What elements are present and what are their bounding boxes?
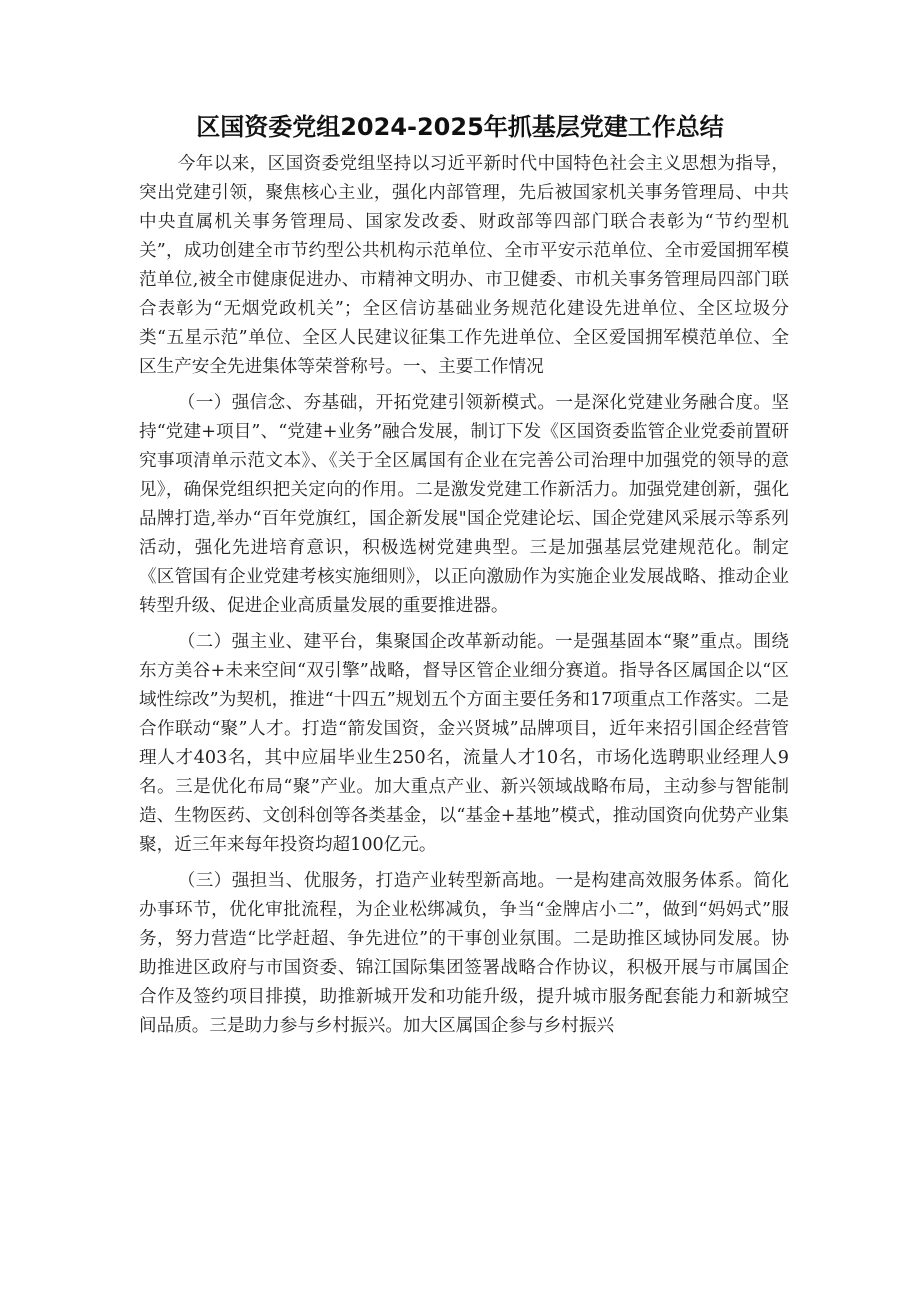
- paragraph-section-3: （三）强担当、优服务，打造产业转型新高地。一是构建高效服务体系。简化办事环节，优化审批流程，为企业松绑减负，争当“金牌店小二”，做到“妈妈式”服务，努力营造“比学赶超、争先进位”的干事创业氛围。二是助推区域协同发展。协助推进区政府与市国资委、锦江国际集团签署战略合作协议，积极开展与市属国企合作及签约项目排摸，助推新城开发和功能升级，提升城市服务配套能力和新城空间品质。三是助力参与乡村振兴。加大区属国企参与乡村振兴: [139, 871, 789, 1036]
- document-body: [139, 150, 789, 1041]
- paragraph-section-1: （一）强信念、夯基础，开拓党建引领新模式。一是深化党建业务融合度。坚持“党建+项目”、“党建+业务”融合发展，制订下发《区国资委监管企业党委前置研究事项清单示范文本》、《关于全区属国有企业在完善公司治理中加强党的领导的意见》，确保党组织把关定向的作用。二是激发党建工作新活力。加强党建创新，强化品牌打造,举办“百年党旗红，国企新发展"国企党建论坛、国企党建风采展示等系列活动，强化先进培育意识，积极选树党建典型。三是加强基层党建规范化。制定《区管国有企业党建考核实施细则》，以正向激励作为实施企业发展战略、推动企业转型升级、促进企业高质量发展的重要推进器。: [139, 393, 789, 616]
- paragraph-section-2: （二）强主业、建平台，集聚国企改革新动能。一是强基固本“聚”重点。围绕东方美谷+未来空间“双引擎”战略，督导区管企业细分赛道。指导各区属国企以“区域性综改”为契机，推进“十四五”规划五个方面主要任务和17项重点工作落实。二是合作联动“聚”人才。打造“箭发国资，金兴贤城”品牌项目，近年来招引国企经营管理人才403名，其中应届毕业生250名，流量人才10名，市场化选聘职业经理人9名。三是优化布局“聚”产业。加大重点产业、新兴领域战略布局，主动参与智能制造、生物医药、文创科创等各类基金，以“基金+基地”模式，推动国资向优势产业集聚，近三年来每年投资均超100亿元。: [139, 632, 789, 855]
- document-title: 区国资委党组2024-2025年抓基层党建工作总结: [196, 113, 724, 141]
- paragraph-intro: 今年以来，区国资委党组坚持以习近平新时代中国特色社会主义思想为指导，突出党建引领，聚焦核心主业，强化内部管理，先后被国家机关事务管理局、中共中央直属机关事务管理局、国家发改委、财政部等四部门联合表彰为“节约型机关”，成功创建全市节约型公共机构示范单位、全市平安示范单位、全市爱国拥军模范单位,被全市健康促进办、市精神文明办、市卫健委、市机关事务管理局四部门联合表彰为“无烟党政机关”；全区信访基础业务规范化建设先进单位、全区垃圾分类“五星示范”单位、全区人民建议征集工作先进单位、全区爱国拥军模范单位、全区生产安全先进集体等荣誉称号。一、主要工作情况: [139, 154, 789, 377]
